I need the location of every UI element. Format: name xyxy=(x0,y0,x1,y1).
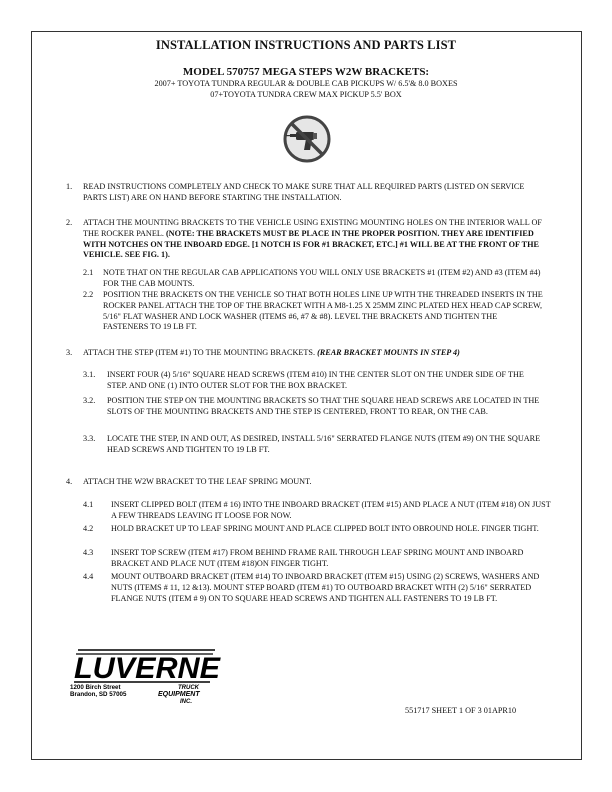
step-4-2-text: HOLD BRACKET UP TO LEAF SPRING MOUNT AND PLACE CLIPPED BOLT INTO OBROUND HOLE. FINGER TIGHT. xyxy=(111,524,539,533)
step-2-1-text: NOTE THAT ON THE REGULAR CAB APPLICATIONS YOU WILL ONLY USE BRACKETS #1 (ITEM #2) AND #3 (ITEM #4) FOR THE CAB MOUNTS. xyxy=(103,268,541,288)
step-4-text: ATTACH THE W2W BRACKET TO THE LEAF SPRING MOUNT. xyxy=(83,477,312,486)
logo-truck: TRUCK xyxy=(178,685,199,691)
model-heading: MODEL 570757 MEGA STEPS W2W BRACKETS: xyxy=(182,66,430,78)
sheet-number: 551717 SHEET 1 OF 3 01APR10 xyxy=(405,706,517,715)
step-1-text: READ INSTRUCTIONS COMPLETELY AND CHECK TO MAKE SURE THAT ALL REQUIRED PARTS (LISTED ON SERVICE PARTS LIST) ARE ON HAND BEFORE STARTING THE INSTALLATION. xyxy=(83,182,525,202)
step-3-body: ATTACH THE STEP (ITEM #1) TO THE MOUNTING BRACKETS. xyxy=(83,348,318,357)
step-4-3-text: INSERT TOP SCREW (ITEM #17) FROM BEHIND FRAME RAIL THROUGH LEAF SPRING MOUNT AND INBOARD BRACKET AND PLACE NUT (ITEM #18)ON FINGER TIGHT. xyxy=(111,548,524,568)
step-2-number: 2. xyxy=(66,218,73,227)
step-1-number: 1. xyxy=(66,182,73,191)
step-3-text xyxy=(83,348,553,359)
step-2-body: ATTACH THE MOUNTING BRACKETS TO THE VEHICLE USING EXISTING MOUNTING HOLES ON THE INTERIOR WALL OF THE ROCKER PANEL. xyxy=(83,218,542,238)
fitment-line-1: 2007+ TOYOTA TUNDRA REGULAR & DOUBLE CAB PICKUPS W/ 6.5'& 8.0 BOXES xyxy=(154,79,458,88)
logo-address-line-2: Brandon, SD 57005 xyxy=(70,691,127,698)
logo-inc: INC. xyxy=(180,699,192,705)
step-3-1-text: INSERT FOUR (4) 5/16" SQUARE HEAD SCREWS (ITEM #10) IN THE CENTER SLOT ON THE UNDER SIDE OF THE STEP. AND ONE (1) INTO OUTER SLOT FOR THE BOX BRACKET. xyxy=(107,370,524,390)
step-2-1-number: 2.1 xyxy=(83,268,94,277)
step-4-number: 4. xyxy=(66,477,73,486)
step-3-1-number: 3.1. xyxy=(83,370,96,379)
step-2-note: (NOTE: THE BRACKETS MUST BE PLACE IN THE PROPER POSITION. THEY ARE IDENTIFIED WITH NOTCHES ON THE INBOARD EDGE. [1 NOTCH IS FOR #1 BRACKET, ETC.] #1 WILL BE AT THE FRONT OF THE VEHICLE. SEE FIG. 1). xyxy=(83,228,539,260)
step-3-3-text: LOCATE THE STEP, IN AND OUT, AS DESIRED, INSTALL 5/16" SERRATED FLANGE NUTS (ITEM #9) ON THE SQUARE HEAD SCREWS AND TIGHTEN TO 19 LB FT. xyxy=(107,434,541,454)
step-2-2-text: POSITION THE BRACKETS ON THE VEHICLE SO THAT BOTH HOLES LINE UP WITH THE THREADED INSERTS IN THE ROCKER PANEL ATTACH THE TOP OF THE BRACKET WITH A M8-1.25 X 25MM ZINC PLATED HEX HEAD CAP SCREW, 5/16" FLAT WASHER AND LOCK WASHER (ITEMS #6, #7 & #8). LEVEL THE BRACKETS AND TIGHTEN THE FASTENERS TO 19 LB FT. xyxy=(103,290,543,332)
step-4-1-text: INSERT CLIPPED BOLT (ITEM # 16) INTO THE INBOARD BRACKET (ITEM #15) AND PLACE A NUT (ITEM #18) ON JUST A FEW THREADS LEAVING IT LOOSE FOR NOW. xyxy=(111,500,551,520)
step-3-number: 3. xyxy=(66,348,73,357)
step-4-2-number: 4.2 xyxy=(83,524,94,533)
luverne-logo xyxy=(70,647,230,709)
logo-brand: LUVERNE xyxy=(74,652,221,685)
logo-address-line-1: 1200 Birch Street xyxy=(70,684,121,691)
step-3-note: (REAR BRACKET MOUNTS IN STEP 4) xyxy=(317,348,460,357)
no-drill-icon xyxy=(282,114,332,164)
step-2-2-number: 2.2 xyxy=(83,290,94,299)
fitment-line-2: 07+TOYOTA TUNDRA CREW MAX PICKUP 5.5' BOX xyxy=(210,90,402,99)
step-3-2-text: POSITION THE STEP ON THE MOUNTING BRACKETS SO THAT THE SQUARE HEAD SCREWS ARE LOCATED IN THE SLOTS OF THE MOUNTING BRACKETS AND THE STEP IS CENTERED, FRONT TO REAR, ON THE CAB. xyxy=(107,396,540,416)
step-4-4-number: 4.4 xyxy=(83,572,94,581)
document-title: INSTALLATION INSTRUCTIONS AND PARTS LIST xyxy=(155,38,457,52)
step-4-4-text: MOUNT OUTBOARD BRACKET (ITEM #14) TO INBOARD BRACKET (ITEM #15) USING (2) SCREWS, WASHERS AND NUTS (ITEMS # 11, 12 &13). MOUNT STEP BOARD (ITEM #1) TO OUTBOARD BRACKET WITH (2) 5/16" SERRATED FLANGE NUTS (ITEM # 9) ON TO SQUARE HEAD SCREWS AND TIGHTEN ALL FASTENERS TO 19 LB FT. xyxy=(111,572,540,603)
logo-equipment: EQUIPMENT xyxy=(158,691,200,698)
step-4-3-number: 4.3 xyxy=(83,548,94,557)
step-2-text xyxy=(83,218,545,261)
step-3-3-number: 3.3. xyxy=(83,434,96,443)
step-4-1-number: 4.1 xyxy=(83,500,94,509)
step-3-2-number: 3.2. xyxy=(83,396,96,405)
